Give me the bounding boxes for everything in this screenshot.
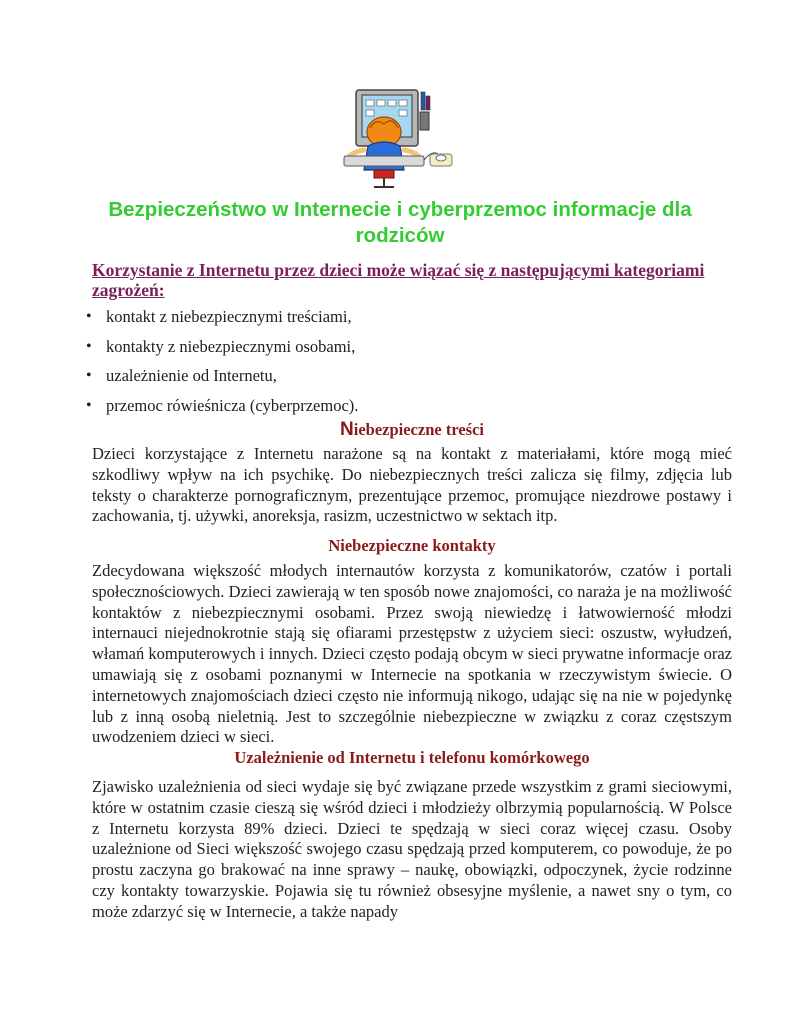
intro-heading: Korzystanie z Internetu przez dzieci może wiązać się z następującymi kategoriami zagrożeń:	[92, 260, 705, 300]
list-item: • kontakt z niebezpiecznymi treściami,	[60, 306, 720, 336]
heading-rest: iebezpieczne treści	[353, 420, 484, 439]
section-text-dangerous-content: Dzieci korzystające z Internetu narażone są na kontakt z materiałami, które mogą mieć szkodliwy wpływ na ich psychikę. Do niebezpiecznych treści zalicza się filmy, zdjęcia lub teksty o charakterze pornograficznym, prezentujące przemoc, promujące niezdrowe postawy i zachowania, tj. używki, anoreksja, rasizm, uczestnictwo w sektach itp.	[92, 444, 732, 526]
heading-initial: N	[340, 419, 354, 440]
document-title: Bezpieczeństwo w Internecie i cyberprzemoc informacje dla rodziców	[108, 198, 692, 247]
child-at-computer-icon	[342, 88, 454, 190]
section-heading-addiction: Uzależnienie od Internetu i telefonu komórkowego	[234, 748, 590, 767]
section-heading-dangerous-content	[92, 420, 732, 440]
section-text-addiction: Zjawisko uzależnienia od sieci wydaje się być związane przede wszystkim z grami sieciowymi, które w ostatnim czasie cieszą się wśród dzieci i młodzieży olbrzymią popularnością. W Polsce z Internetu korzysta 89% dzieci. Dzieci te spędzają w sieci coraz więcej czasu. Osoby uzależnione od Sieci większość swojego czasu spędzają przed komputerem, co powoduje, że po prostu zaczyna go brakować na inne sprawy – naukę, obowiązki, odpoczynek, życie rodzinne czy kontakty towarzyskie. Pojawia się tu również obsesyjne myślenie, a nawet sny o tym, co może zdarzyć się w Internecie, a także napady	[92, 777, 732, 921]
list-item: • przemoc rówieśnicza (cyberprzemoc).	[60, 395, 720, 425]
threat-list	[60, 306, 720, 425]
list-item: • uzależnienie od Internetu,	[60, 365, 720, 395]
section-text-dangerous-contacts: Zdecydowana większość młodych internautów korzysta z komunikatorów, czatów i portali społecznościowych. Dzieci zawierają w ten sposób nowe znajomości, co naraża je na możliwość kontaktów z niebezpiecznymi osobami. Przez swoją niewiedzę i łatwowierność młodzi internauci niejednokrotnie stają się ofiarami przestępstw z użyciem sieci: oszustw, wyłudzeń, włamań komputerowych i innych. Dzieci często podają obcym w sieci prywatne informacje oraz umawiają się z osobami poznanymi w Internecie na spotkania w rzeczywistym świecie. O internetowych znajomościach dzieci często nie informują nikogo, udając się na nie w pojedynkę lub z inną osobą nieletnią. Jest to szczególnie niebezpieczne w związku z coraz częstszym uwodzeniem dzieci w sieci.	[92, 561, 732, 747]
list-item: • kontakty z niebezpiecznymi osobami,	[60, 336, 720, 366]
section-heading-dangerous-contacts: Niebezpieczne kontakty	[328, 536, 496, 555]
